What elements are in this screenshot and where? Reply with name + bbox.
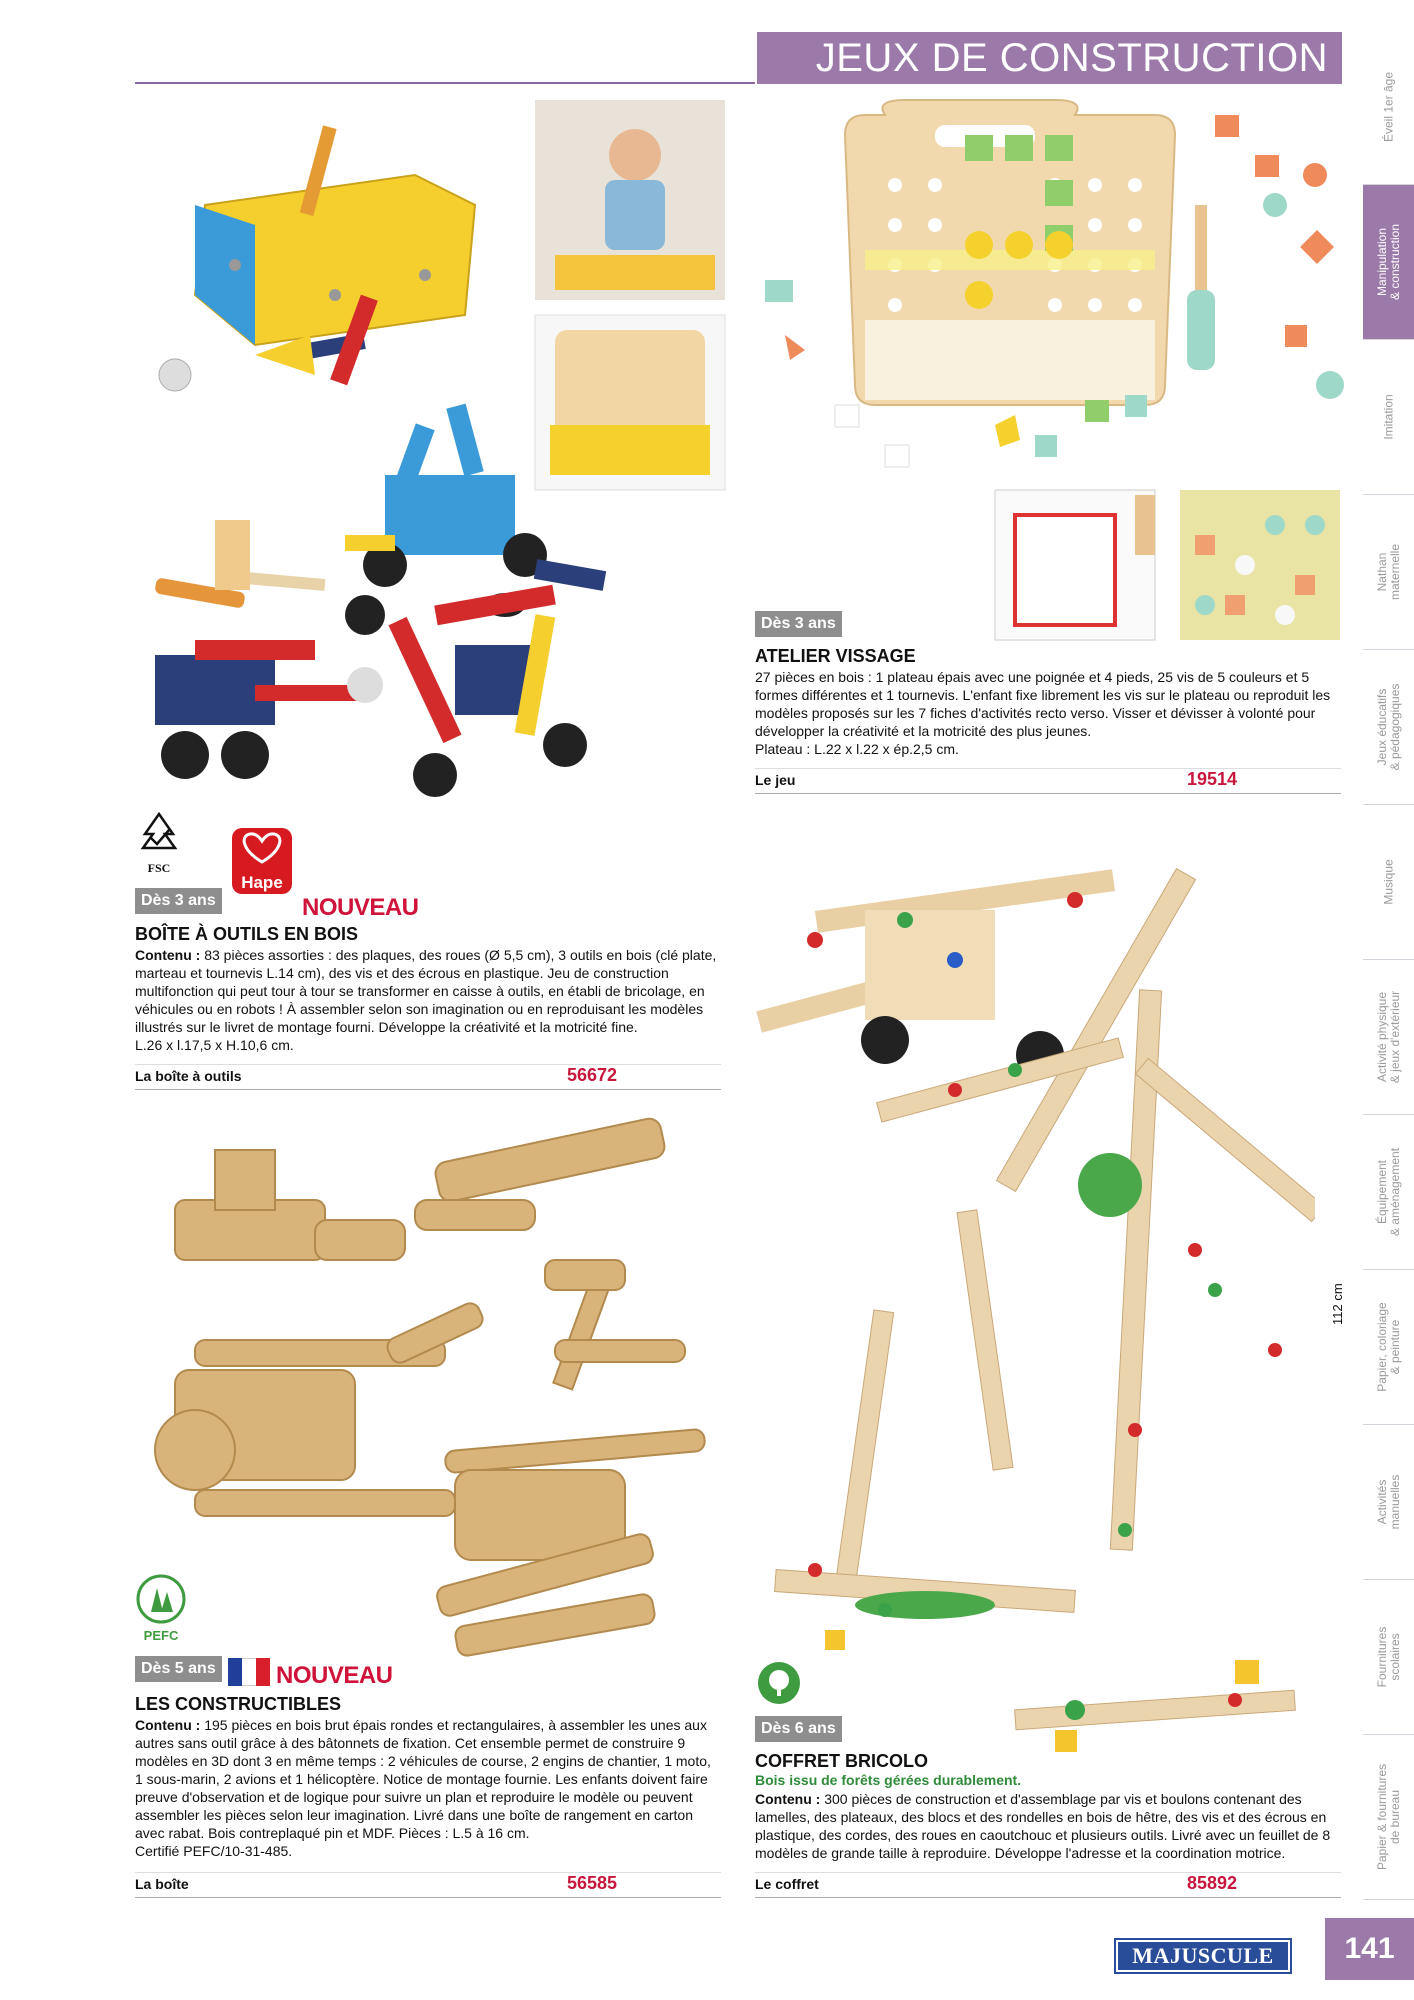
bricolo-product-image [755,830,1315,1790]
price-row [755,768,1341,794]
majuscule-logo: MAJUSCULE [1116,1940,1290,1972]
product-description [135,946,721,1054]
age-badge: Dès 3 ans [755,611,842,637]
price-label: La boîte à outils [135,1068,242,1084]
tab-imitation[interactable] [1363,340,1414,495]
hape-logo [232,828,292,894]
price-row [135,1872,721,1898]
digger-model [388,585,587,797]
price-label: La boîte [135,1876,189,1892]
tab-activite-physique[interactable] [1363,960,1414,1115]
tab-label: Jeux éducatifs & pédagogiques [1374,683,1402,771]
price-row [135,1064,721,1090]
tab-label: Activité physique & jeux d'extérieur [1374,990,1402,1084]
tab-nathan-maternelle[interactable] [1363,495,1414,650]
description-text: 195 pièces en bois brut épais rondes et rectangulaires, à assembler les unes aux autres sans outil grâce à des bâtonnets de fixation. Cet ensemble permet de construire 9 modèles en 3D dont 3 en même temps : 2 véhicules de course, 2 engins de chantier, 1 moto, 1 sous-marin, 2 avions et 1 hélicoptère. Notice de montage fournie. Les enfants doivent faire preuve d'observation et de logique pour suivre un plan et reproduire le modèle ou peuvent assembler les pièces selon leur imagination. Livré dans une boîte de rangement en carton avec rabat. Bois contreplaqué pin et MDF. Pièces : L.5 à 16 cm. [135,1717,711,1841]
dimensions-text: Plateau : L.22 x l.22 x ép.2,5 cm. [755,741,959,757]
age-badge: Dès 3 ans [135,888,222,914]
toolbox-product-image [135,95,735,815]
pefc-text: PEFC [143,1628,179,1643]
price-label: Le jeu [755,772,796,788]
eco-logo [758,1662,800,1704]
header-rule [135,82,755,84]
hape-text: Hape [241,873,283,892]
tab-eveil[interactable] [1363,30,1414,185]
tab-label: Papier, coloriage & peinture [1374,1302,1402,1392]
product-description [135,1716,721,1860]
contenu-label: Contenu : [135,947,201,963]
contenu-label: Contenu : [135,1717,201,1733]
product-description [755,1790,1341,1862]
tab-label: Musique [1381,859,1395,905]
sustainability-note: Bois issu de forêts gérées durablement. [755,1772,1022,1788]
product-ref[interactable]: 19514 [1187,769,1238,789]
certification-text: Certifié PEFC/10-31-485. [135,1843,293,1859]
airplane-model [756,869,1115,1079]
product-title: LES CONSTRUCTIBLES [135,1694,342,1714]
airplane-model [155,640,383,779]
tab-equipement[interactable] [1363,1115,1414,1270]
category-tabs [1363,30,1414,1900]
tab-label: Fournitures scolaires [1374,1626,1402,1688]
tab-activites-manuelles[interactable] [1363,1425,1414,1580]
tab-label: Nathan maternelle [1374,543,1402,601]
new-label: NOUVEAU [302,894,419,921]
tree-check-icon [135,812,183,856]
new-label: NOUVEAU [276,1662,393,1689]
france-flag-icon [228,1658,270,1686]
dimensions-text: L.26 x l.17,5 x H.10,6 cm. [135,1037,294,1053]
screw-board-product-image [755,95,1345,645]
toolbox-illustration [159,125,475,391]
product-ref[interactable]: 56585 [567,1873,618,1893]
tab-label: Activités manuelles [1374,1474,1402,1530]
description-text: 300 pièces de construction et d'assemblage par vis et boulons contenant des lamelles, des plateaux, des blocs et des rondelles en bois de hêtre, des vis et des écrous en plastique, des cordes, des roues en caoutchouc et plusieurs outils. Livré avec un feuillet de 8 modèles de grande taille à reproduire. Développe l'adresse et la coordination motrice. [755,1791,1331,1861]
tab-jeux-educatifs[interactable] [1363,650,1414,805]
tab-papier-fournitures-bureau[interactable] [1363,1735,1414,1900]
tab-label: Imitation [1381,394,1395,440]
page-title: JEUX DE CONSTRUCTION [757,32,1342,84]
price-label: Le coffret [755,1876,819,1892]
product-title: COFFRET BRICOLO [755,1751,928,1771]
heart-icon [232,828,292,868]
tab-label: Papier & fournitures de bureau [1374,1763,1402,1871]
screws-closeup-photo [1180,490,1340,640]
tab-label: Équipement & aménagement [1374,1147,1402,1237]
age-badge: Dès 6 ans [755,1716,842,1742]
product-title: BOÎTE À OUTILS EN BOIS [135,924,359,944]
trees-icon [135,1574,187,1624]
pefc-logo [135,1574,187,1643]
description-text: 83 pièces assorties : des plaques, des roues (Ø 5,5 cm), 3 outils en bois (clé plate, marteau et tournevis L.14 cm), des vis et des écrous en plastique. Jeu de construction multifonction qui peut tour à tour se transformer en caisse à outils, en établi de bricolage, en véhicules ou en robots ! À assembler selon son imagination ou en reproduisant les modèles illustrés sur le livret de montage fourni. Développe la créativité et la motricité fine. [135,947,717,1035]
tree-icon [758,1662,800,1704]
price-row [755,1872,1341,1898]
screw-board [845,100,1175,405]
tab-manipulation-construction[interactable] [1363,185,1414,340]
tab-label: Éveil 1er âge [1381,71,1395,143]
product-description [755,668,1341,758]
height-label: 112 cm [1330,1283,1345,1325]
wooden-models-product-image [135,1110,735,1670]
contenu-label: Contenu : [755,1791,821,1807]
fsc-logo [135,812,183,875]
product-ref[interactable]: 56672 [567,1065,618,1085]
tab-fournitures-scolaires[interactable] [1363,1580,1414,1735]
age-badge: Dès 5 ans [135,1656,222,1682]
wooden-models [155,1117,705,1658]
tab-label: Manipulation & construction [1374,223,1402,301]
product-title: ATELIER VISSAGE [755,646,916,666]
tab-papier-coloriage[interactable] [1363,1270,1414,1425]
product-ref[interactable]: 85892 [1187,1873,1238,1893]
page-number: 141 [1325,1918,1414,1980]
fsc-text: FSC [147,861,171,875]
description-text: 27 pièces en bois : 1 plateau épais avec une poignée et 4 pieds, 25 vis de 5 couleurs et 5 formes différentes et 1 tournevis. L'enfant fixe librement les vis sur le plateau ou reproduit les modèles proposés sur les 7 fiches d'activités recto verso. Visser et dévisser à volonté pour développer la créativité et la motricité des plus jeunes. [755,669,1331,739]
tab-musique[interactable] [1363,805,1414,960]
